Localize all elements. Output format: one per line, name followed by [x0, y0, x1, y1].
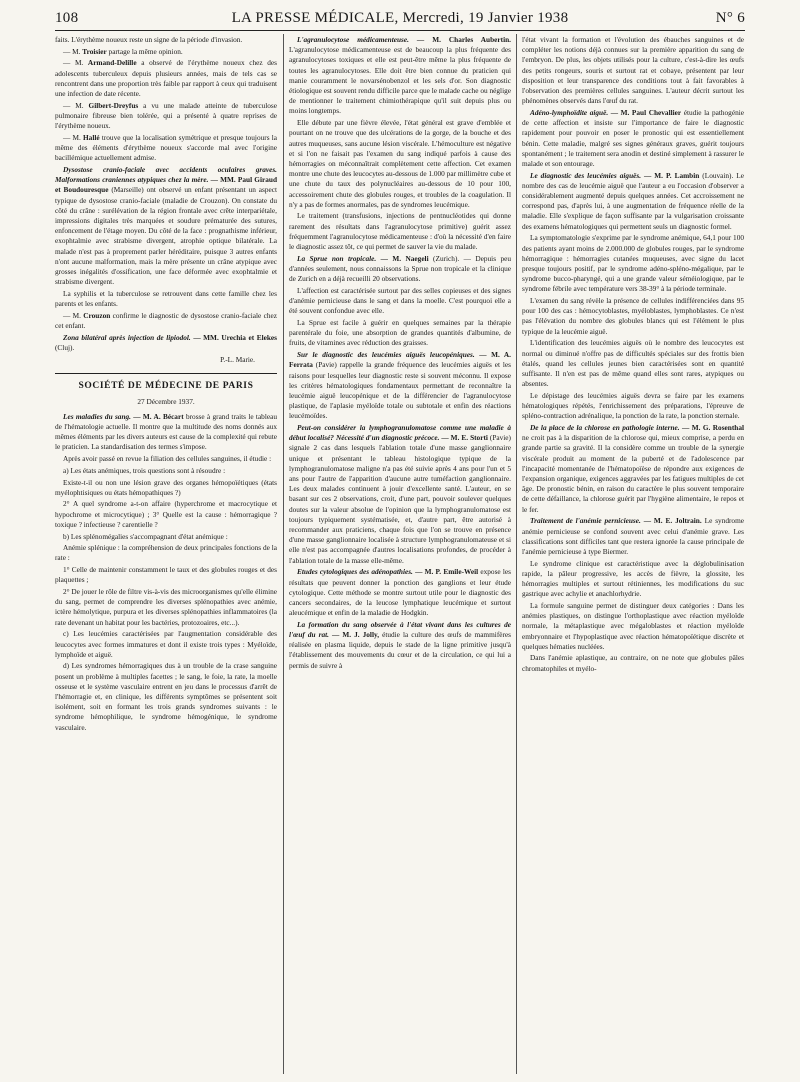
article-paragraph: Etudes cytologiques des adénopathies. — M. P. Emile-Weil expose les résultats que peuvent donner la ponction des ganglions et leur étude cytologique. Cette méthode se montre surtout utile pour le diagnostic des cancers secondaires, de la leucose lymphatique leucémique et surtout aleucémique et enfin de la maladie de Hodgkin.	[289, 567, 511, 618]
journal-title: LA PRESSE MÉDICALE, Mercredi, 19 Janvier 1938	[231, 10, 569, 26]
society-heading: SOCIÉTÉ DE MÉDECINE DE PARIS	[55, 373, 277, 393]
article-title: Dysostose cranio-faciale avec accidents oculaires graves. Malformations craniennes atypiques chez la mère.	[55, 164, 277, 185]
paragraph: Le dépistage des leucémies aiguës devra se faire par les examens hématologiques répétés, l'enrichissement des préparations, l'épreuve de spléno-contraction adrénalique, la ponction de la rate, la ponction sternale.	[522, 390, 744, 421]
paragraph: c) Les leucémies caractérisées par l'augmentation considérable des leucocytes avec formes immatures et dont il existe trois types : Myéloïde, lymphoïde et aiguë.	[55, 629, 277, 659]
column-2	[289, 35, 511, 1077]
article-paragraph: De la place de la chlorose en pathologie interne. — M. G. Rosenthal ne croit pas à la disparition de la chlorose qui, mieux comprise, a perdu en grande partie sa gravité. Il la considère comme un trouble de la synergie viscérale produit au moment de la puberté et de l'adolescence par l'incapacité momentanée de l'hématopoïèse de répondre aux exigences de l'expansion organique, exigences aggravées par les fatigues multiples de cet âge. De pronostic bénin, en raison du caractère le plus souvent temporaire de cette défaillance, la chlorose guérit par l'hygiène alimentaire, le repos et le fer.	[522, 423, 744, 514]
page-number: 108	[55, 10, 79, 26]
article-title: La formation du sang observée à l'état vivant dans les cultures de l'œuf du rat.	[289, 619, 511, 640]
paragraph: L'affection est caractérisée surtout par des selles copieuses et des signes d'anémie pernicieuse dans le sang et dans la moelle. C'est pourquoi elle a été souvent confondue avec elle.	[289, 285, 511, 316]
column-divider	[283, 34, 284, 1074]
article-paragraph: Dysostose cranio-faciale avec accidents oculaires graves. Malformations craniennes atypiques chez la mère. — MM. Paul Giraud et Boudouresque (Marseille) ont observé un enfant présentant un aspect typique de dysostose cranio-faciale (maladie de Crouzon). On constate du côté du crâne : surélévation de la région frontale avec crête interpariétale, impressions digitales très marquées et soudure prématurée des sutures, enfoncement de l'étage moyen. Du côté de la face : prognathisme inférieur, exophtalmie avec strabisme divergent, atrophie optique bilatérale. La malade n'est pas à proprement parler héréditaire, puisque 3 autres enfants n'ont aucune malformation, mais la mère présente un crâne atypique avec grosses inégalités d'ossification, une face déformée avec exophtalmie et strabisme divergent.	[55, 164, 277, 287]
column-divider	[516, 34, 517, 1074]
article-authors: — M. J. Jolly,	[328, 630, 380, 640]
paragraph: — M. Crouzon confirme le diagnostic de dysostose cranio-faciale chez cet enfant.	[55, 310, 277, 330]
paragraph: 2° A quel syndrome a-t-on affaire (hyperchrome et macrocytique et hypochrome et microcytique) ; 3° Quelle est la cause : hémorragique ? toxique ? infectieuse ? carentielle ?	[55, 499, 277, 529]
article-title: Traitement de l'anémie pernicieuse.	[530, 516, 641, 526]
paragraph: La syphilis et la tuberculose se retrouvent dans cette famille chez les parents et les enfants.	[55, 288, 277, 309]
article-authors: — M. A. Bécart	[130, 411, 184, 421]
paragraph: faits. L'érythème noueux reste un signe de la période d'invasion.	[55, 35, 243, 44]
article-title: Etudes cytologiques des adénopathies.	[297, 567, 413, 577]
paragraph: — M. Armand-Delille a observé de l'érythème noueux chez des adolescents tuberculeux depuis plusieurs années, mais de tels cas se rencontrent dans une proportion très faible par rapport à ceux qui traduisent une infection de date récente.	[55, 58, 277, 99]
paragraph: La formule sanguine permet de distinguer deux catégories : Dans les anémies plastiques, on distingue l'orthoplastique avec réaction myéloïde normale, la métaplastique avec mégaloblastes et réaction myéloïde embryonnaire et l'hypoplastique avec réaction hématopoïétique discrète et quelques hématies nucléées.	[522, 600, 744, 651]
paragraph: Après avoir passé en revue la filiation des cellules sanguines, il étudie :	[63, 454, 272, 464]
column-3	[522, 35, 744, 1077]
article-title: De la place de la chlorose en pathologie interne.	[530, 423, 680, 433]
author-name: Gilbert-Dreyfus	[88, 100, 139, 110]
article-paragraph: Les maladies du sang. — M. A. Bécart brosse à grand traits le tableau de l'hématologie actuelle. Il montre que la multitude des noms donnés aux mêmes éléments par les divers auteurs est cause de la complexité qui rebute le praticien. La standardisation des termes s'impose.	[55, 411, 277, 452]
page-header	[55, 10, 745, 32]
author-name: Armand-Delille	[87, 58, 137, 68]
paragraph: Elle débute par une fièvre élevée, l'état général est grave d'emblée et pourtant on ne trouve que des ulcérations de la gorge, de la bouche et des autres muqueuses, sans aucune lésion viscérale. L'hémoculture est négative et si l'on ne faisait pas l'examen du sang indiqué parfois à cause des hémorragies on méconnaîtrait complètement cette affection. Cet examen montre une chute des leucocytes au-dessous de 1.000 par millimètre cube et une chute du taux des polynucléaires au-dessous de 10 pour 100, accessoirement chute des globules rouges, et troubles de la coagulation. Il n'y a pas de formes anormales, pas de syndromes leucémique.	[289, 118, 511, 209]
article-paragraph: Adéno-lymphoïdite aiguë. — M. Paul Chevallier étudie la pathogénie de cette affection et insiste sur l'importance de faire le diagnostic rapidement pour pouvoir en poser le pronostic qui est essentiellement bénin. Cette maladie, malgré ses signes généraux graves, guérit toujours spontanément ; le traitement sera anodin et destiné simplement à rassurer le malade et son entourage.	[522, 107, 744, 168]
article-title: L'agranulocytose médicamenteuse.	[297, 35, 409, 44]
session-date: 27 Décembre 1937.	[137, 396, 195, 406]
paragraph: Existe-t-il ou non une lésion grave des organes hémopoïétiques (états myélophtisiques ou états hémopathiques ?)	[55, 477, 277, 497]
article-title: Sur le diagnostic des leucémies aiguës leucopéniques.	[297, 350, 475, 360]
article-title: Les maladies du sang.	[63, 411, 131, 421]
article-authors: — M. Naegeli	[376, 253, 429, 263]
article-authors: — M. P. Lambin	[641, 170, 700, 180]
issue-number: N° 6	[715, 10, 745, 26]
paragraph: — M. Gilbert-Dreyfus a vu une malade atteinte de tuberculose pulmonaire fibreuse bien tolérée, qui a présenté à quatre reprises de l'érythème noueux.	[55, 100, 277, 131]
article-authors: — M. Paul Chevallier	[608, 107, 682, 117]
paragraph: L'identification des leucémies aiguës où le nombre des leucocytes est normal ou diminué n'offre pas de difficultés spéciales sur des frottis bien étalés, quand les cellules jeunes bien caractérisées sont en quantité suffisante. Il n'en est pas de même quand elles sont rares, atypiques ou absentes.	[522, 338, 744, 389]
paragraph: 1° Celle de maintenir constamment le taux et des globules rouges et des plaquettes ;	[55, 565, 277, 585]
paragraph: l'état vivant la formation et l'évolution des ébauches sanguines et de compléter les notions déjà connues sur la première apparition du sang de l'embryon. De plus, les objets utilisés pour la culture, c'est-à-dire les œufs des petits rongeurs, souris et surtout rat et cobaye, présentent par leur disposition et leur transparence des conditions tout à fait favorables à l'observation des premières cellules sanguines. L'auteur décrit surtout les phénomènes observés dans l'œuf du rat.	[522, 35, 744, 106]
article-authors: — M. E. Storti	[439, 433, 488, 443]
article-authors: — MM. Urechia et Elekes	[190, 332, 277, 342]
article-title: Peut-on considérer la lymphogranulomatose comme une maladie à début localisé? Nécessité d'un diagnostic précoce.	[289, 423, 511, 443]
article-title: Le diagnostic des leucémies aiguës.	[530, 170, 642, 180]
paragraph: Anémie splénique : la compréhension de deux principales fonctions de la rate :	[55, 543, 277, 563]
paragraph: L'examen du sang révèle la présence de cellules indifférenciées dans 95 pour 100 des cas : hémocytoblastes, myéloblastes, lymphoblastes. Ce n'est pas l'élévation du nombre des globules blancs qui est l'élément le plus typique de la leucémie aiguë.	[522, 296, 744, 336]
article-paragraph: L'agranulocytose médicamenteuse. — M. Charles Aubertin. L'agranulocytose médicamenteuse est de beaucoup la plus fréquente des agranulocytoses toxiques et elle est peut-être même la plus fréquente de toutes les agranulocytoses. Elle doit être bien connue du praticien qui manie couramment le novarsénobenzol et les sels d'or. Son diagnostic étiologique est souvent rendu difficile parce que le malade cache ou néglige de mentionner le traitement chimiothérapique qu'il suit depuis plus ou moins longtemps.	[289, 35, 511, 116]
paragraph: — M. Troisier partage la même opinion.	[63, 46, 183, 56]
article-paragraph: Sur le diagnostic des leucémies aiguës leucopéniques. — M. A. Ferrata (Pavie) rappelle la grande fréquence des leucémies aiguës et les raisons pour lesquelles leur diagnostic reste si souvent méconnu. Il expose les critères hématologiques fondamentaux permettant de reconnaître la leucémie aiguë leucopénique et de la différencier de l'agranulocytose plastique, de l'aplasie myéloïde totale ou subtotale et enfin des réactions leucémoïdes.	[289, 350, 511, 421]
paragraph: La symptomatologie s'exprime par le syndrome anémique, 64,1 pour 100 des patients ayant moins de 2.000.000 de globules rouges, par le syndrome hémorragique : hémorragies cutanées muqueuses, avec signe du lacet presque toujours positif, par le syndrome adéno-spléno-mégalique, par le syndrome bucco-pharyngé, qui a une grande valeur séméiologique, par le syndrome fébrile avec température vers 38-39° à la période terminale.	[522, 233, 744, 294]
article-paragraph: La Sprue non tropicale. — M. Naegeli (Zurich). — Depuis peu d'années seulement, nous connaissons la Sprue non tropicale et la clinique de Zurich en a déjà recueilli 20 observations.	[289, 253, 511, 284]
paragraph: a) Les états anémiques, trois questions sont à résoudre :	[63, 465, 226, 475]
article-paragraph: Peut-on considérer la lymphogranulomatose comme une maladie à début localisé? Nécessité d'un diagnostic précoce. — M. E. Storti (Pavie) signale 2 cas dans lesquels l'ablation totale d'une masse ganglionnaire unique et présentant le tableau histologique typique de la lymphogranulomatose maligne n'a pas été suivie après 4 ans pour l'un et 5 ans pour l'autre de l'apparition d'aucune autre tuméfaction ganglionnaire. Les deux malades continuent à jouir d'excellente santé. L'auteur, en se basant sur ces 2 observations, croit, d'une part, pouvoir soulever quelques doutes sur la valeur absolue de l'opinion que la lymphogranulomatose est toujours typiquement systématisée, et, d'autre part, être autorisé à recommander aux praticiens, chaque fois que l'on se trouve en présence d'une masse ganglionnaire localisée à structure lymphogranulomateuse et si elle n'est pas accompagnée d'autres localisations profondes, de procéder à l'ablation totale de la masse elle-même.	[289, 423, 511, 565]
article-title: La Sprue non tropicale.	[297, 253, 377, 263]
article-paragraph: Zona bilatéral après injection de lipiodol. — MM. Urechia et Elekes (Cluj).	[55, 332, 277, 352]
paragraph: — M. Hallé trouve que la localisation symétrique et presque toujours la même des éléments d'érythème noueux s'accorde mal avec l'origine bacillémique actuellement admise.	[55, 132, 277, 163]
paragraph: Dans l'anémie aplastique, au contraire, on ne note que globules pâles chromatophiles et myélo-	[522, 653, 744, 673]
article-authors: — M. A. Ferrata	[289, 350, 511, 370]
article-authors: — M. Charles Aubertin.	[408, 35, 511, 44]
paragraph: Le traitement (transfusions, injections de pentnucléotides qui donne rarement des résultats dans l'agranulocytose primitive) guérit assez fréquemment l'agranulocytose médicamenteuse : d'où la nécessité d'en faire le diagnostic assez tôt, ce qui permet de sauver la vie du malade.	[289, 211, 511, 252]
signature: P.-L. Marie.	[220, 355, 255, 365]
article-title: Adéno-lymphoïdite aiguë.	[530, 107, 609, 117]
article-authors: — MM. Paul Giraud et Boudouresque	[55, 175, 277, 195]
paragraph: b) Les splénomégalies s'accompagnant d'état anémique :	[63, 531, 228, 541]
article-authors: — M. G. Rosenthal	[679, 423, 744, 433]
column-1	[55, 35, 277, 1077]
author-name: Crouzon	[83, 310, 111, 320]
article-authors: — M. P. Emile-Weil	[412, 567, 479, 577]
author-name: Troisier	[82, 46, 107, 56]
header-rule	[55, 30, 745, 31]
article-paragraph: Le diagnostic des leucémies aiguës. — M. P. Lambin (Louvain). Le nombre des cas de leucémie aiguë que l'auteur a eu l'occasion d'observer a considérablement augmenté depuis quelques années. Cet accroissement ne correspond pas, d'après lui, à une augmentation de fréquence réelle de la maladie. Elle s'explique de façon suffisante par la vulgarisation croissante des examens hématologiques qui permettent seuls un diagnostic formel.	[522, 170, 744, 231]
article-authors: — M. E. Joltrain.	[640, 516, 702, 526]
paragraph: Le syndrome clinique est caractéristique avec la déglobulinisation rapide, la pâleur progressive, les accès de fièvre, la glossite, les hémorragies multiples et surtout rétiniennes, les modifications du suc gastrique avec achylie et anachlorhydrie.	[522, 558, 744, 599]
author-name: Hallé	[83, 132, 100, 142]
paragraph: d) Les syndromes hémorragiques dus à un trouble de la crase sanguine posent un problème à multiples facettes ; le sang, le foie, la rate, la moelle osseuse et le système vasculaire entrent en jeu dans le processus d'arrêt de l'hémorragie et, en clinique, les différents symptômes se présentent soit isolément, soit en formant les trois grands syndromes suivants : le syndrome hémophilique, le syndrome hémogénique, le syndrome vasculaire.	[55, 661, 277, 732]
paragraph: 2° De jouer le rôle de filtre vis-à-vis des microorganismes qu'elle élimine du sang, permet de comprendre les diverses splénopathies avec anémie, ictère hémolytique, purpura et les diverses splénopathies inflammatoires (la rate devenant un habitat pour les bactéries, protozoaires, etc...).	[55, 587, 277, 627]
article-paragraph: La formation du sang observée à l'état vivant dans les cultures de l'œuf du rat. — M. J. Jolly, étudie la culture des œufs de mammifères réalisée en plasma liquide, depuis le stade de la ligne primitive jusqu'à l'établissement des mouvements du cœur et de la circulation, ce qui lui a permis de suivre à	[289, 619, 511, 670]
paragraph: La Sprue est facile à guérir en quelques semaines par la thérapie parentérale du foie, une absorption de grandes quantités d'albumine, de fruits, de vitamines avec réduction des graisses.	[289, 317, 511, 348]
article-title: Zona bilatéral après injection de lipiodol.	[63, 332, 191, 342]
article-paragraph: Traitement de l'anémie pernicieuse. — M. E. Joltrain. Le syndrome anémie pernicieuse se confond souvent avec celui d'anémie grave. Les classifications sont difficiles tant que restera ignorée la cause principale de l'anémie pernicieuse à type Biermer.	[522, 516, 744, 556]
